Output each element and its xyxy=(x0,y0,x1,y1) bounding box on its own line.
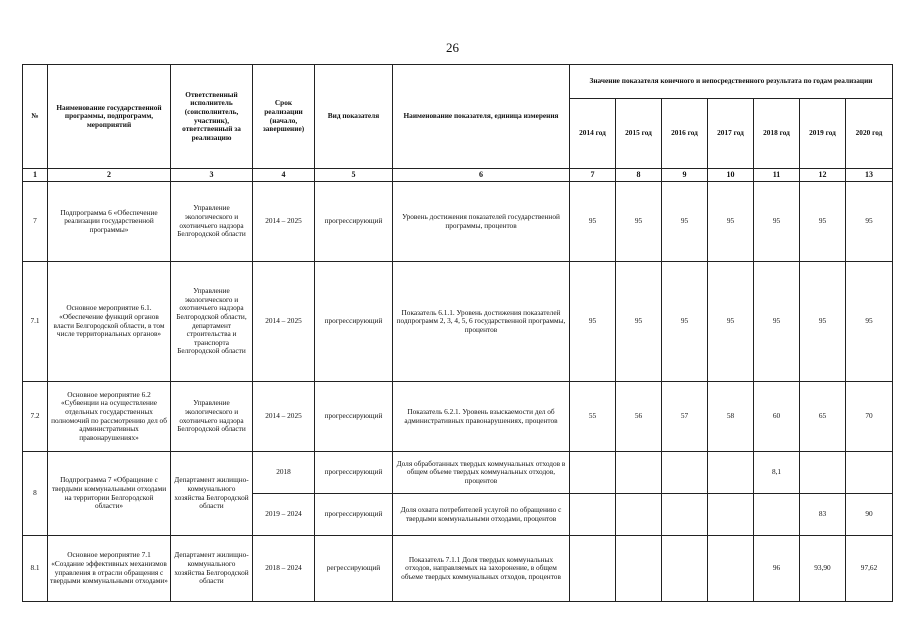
row-value: 95 xyxy=(846,262,893,382)
header-no: № xyxy=(23,65,48,169)
header-year: 2016 год xyxy=(662,99,708,169)
row-no: 8 xyxy=(23,452,48,536)
row-type: прогрессирующий xyxy=(315,182,393,262)
row-value: 95 xyxy=(800,182,846,262)
row-value: 65 xyxy=(800,382,846,452)
row-responsible: Департамент жилищно-коммунального хозяйства Белгородской области xyxy=(171,452,253,536)
header-year: 2019 год xyxy=(800,99,846,169)
row-value: 95 xyxy=(662,182,708,262)
row-indicator: Показатель 7.1.1 Доля твердых коммунальных отходов, направляемых на захоронение, в общем объеме твердых коммунальных отходов, процентов xyxy=(393,536,570,602)
column-number: 11 xyxy=(754,169,800,182)
row-indicator: Уровень достижения показателей государственной программы, процентов xyxy=(393,182,570,262)
header-indicator-type: Вид показателя xyxy=(315,65,393,169)
row-value: 58 xyxy=(708,382,754,452)
table-row xyxy=(23,536,893,602)
header-year: 2017 год xyxy=(708,99,754,169)
row-type: регрессирующий xyxy=(315,536,393,602)
row-period: 2019 – 2024 xyxy=(253,494,315,536)
header-year: 2014 год xyxy=(570,99,616,169)
row-value: 60 xyxy=(754,382,800,452)
row-value xyxy=(708,536,754,602)
row-period: 2014 – 2025 xyxy=(253,262,315,382)
row-period: 2018 xyxy=(253,452,315,494)
row-responsible: Управление экологического и охотничьего надзора Белгородской области xyxy=(171,382,253,452)
row-value xyxy=(800,452,846,494)
row-value: 90 xyxy=(846,494,893,536)
row-value xyxy=(570,494,616,536)
header-year: 2015 год xyxy=(616,99,662,169)
row-no: 7 xyxy=(23,182,48,262)
column-number: 4 xyxy=(253,169,315,182)
column-number: 1 xyxy=(23,169,48,182)
row-value: 95 xyxy=(570,182,616,262)
row-name: Основное мероприятие 6.1. «Обеспечение функций органов власти Белгородской области, в том числе территориальных органов» xyxy=(48,262,171,382)
row-responsible: Департамент жилищно-коммунального хозяйства Белгородской области xyxy=(171,536,253,602)
page-number: 26 xyxy=(446,40,459,55)
row-value: 57 xyxy=(662,382,708,452)
row-value xyxy=(662,494,708,536)
table-row xyxy=(23,382,893,452)
column-number: 12 xyxy=(800,169,846,182)
row-name: Подпрограмма 6 «Обеспечение реализации государственной программы» xyxy=(48,182,171,262)
header-indicator-name: Наименование показателя, единица измерения xyxy=(393,65,570,169)
row-type: прогрессирующий xyxy=(315,452,393,494)
row-value: 95 xyxy=(754,262,800,382)
row-value xyxy=(662,536,708,602)
row-type: прогрессирующий xyxy=(315,382,393,452)
row-value xyxy=(616,494,662,536)
row-value xyxy=(616,536,662,602)
table-row xyxy=(23,452,893,494)
column-number: 13 xyxy=(846,169,893,182)
row-period: 2014 – 2025 xyxy=(253,182,315,262)
row-value: 95 xyxy=(708,262,754,382)
row-value xyxy=(616,452,662,494)
row-value: 8,1 xyxy=(754,452,800,494)
column-number: 6 xyxy=(393,169,570,182)
table-row xyxy=(23,182,893,262)
column-number: 10 xyxy=(708,169,754,182)
row-indicator: Доля охвата потребителей услугой по обращению с твердыми коммунальными отходами, процентов xyxy=(393,494,570,536)
header-program-name: Наименование государственной программы, подпрограмм, мероприятий xyxy=(48,65,171,169)
row-period: 2018 – 2024 xyxy=(253,536,315,602)
row-value: 95 xyxy=(708,182,754,262)
row-value: 95 xyxy=(570,262,616,382)
row-value xyxy=(846,452,893,494)
column-number: 9 xyxy=(662,169,708,182)
row-value: 95 xyxy=(616,262,662,382)
row-value: 56 xyxy=(616,382,662,452)
row-name: Основное мероприятие 6.2 «Субвенции на осуществление отдельных государственных полномочий по рассмотрению дел об административных правонарушениях» xyxy=(48,382,171,452)
row-type: прогрессирующий xyxy=(315,494,393,536)
row-no: 8.1 xyxy=(23,536,48,602)
row-value: 70 xyxy=(846,382,893,452)
row-no: 7.2 xyxy=(23,382,48,452)
row-indicator: Доля обработанных твердых коммунальных отходов в общем объеме твердых коммунальных отходов, процентов xyxy=(393,452,570,494)
row-indicator: Показатель 6.2.1. Уровень взыскаемости дел об административных правонарушениях, процентов xyxy=(393,382,570,452)
row-value: 83 xyxy=(800,494,846,536)
row-value: 97,62 xyxy=(846,536,893,602)
row-responsible: Управление экологического и охотничьего надзора Белгородской области, департамент строительства и транспорта Белгородской области xyxy=(171,262,253,382)
row-value xyxy=(662,452,708,494)
table-row xyxy=(23,262,893,382)
column-number: 2 xyxy=(48,169,171,182)
column-number: 7 xyxy=(570,169,616,182)
row-period: 2014 – 2025 xyxy=(253,382,315,452)
row-value xyxy=(570,536,616,602)
row-value xyxy=(570,452,616,494)
row-value xyxy=(754,494,800,536)
row-value: 96 xyxy=(754,536,800,602)
header-period: Срок реализации (начало, завершение) xyxy=(253,65,315,169)
row-value: 93,90 xyxy=(800,536,846,602)
row-value xyxy=(708,494,754,536)
row-indicator: Показатель 6.1.1. Уровень достижения показателей подпрограмм 2, 3, 4, 5, 6 государственной программы, процентов xyxy=(393,262,570,382)
row-value: 95 xyxy=(846,182,893,262)
row-value: 95 xyxy=(754,182,800,262)
header-responsible: Ответственный исполнитель (соисполнитель, участник), ответственный за реализацию xyxy=(171,65,253,169)
row-no: 7.1 xyxy=(23,262,48,382)
header-year: 2018 год xyxy=(754,99,800,169)
row-value: 95 xyxy=(616,182,662,262)
row-type: прогрессирующий xyxy=(315,262,393,382)
row-value: 95 xyxy=(800,262,846,382)
row-name: Подпрограмма 7 «Обращение с твердыми коммунальными отходами на территории Белгородской области» xyxy=(48,452,171,536)
column-number: 8 xyxy=(616,169,662,182)
indicator-table xyxy=(22,64,893,602)
row-value: 55 xyxy=(570,382,616,452)
row-value xyxy=(708,452,754,494)
row-name: Основное мероприятие 7.1 «Создание эффективных механизмов управления в отрасли обращения с твердыми коммунальными отходами» xyxy=(48,536,171,602)
column-number: 5 xyxy=(315,169,393,182)
header-year: 2020 год xyxy=(846,99,893,169)
column-number: 3 xyxy=(171,169,253,182)
row-value: 95 xyxy=(662,262,708,382)
header-values-group: Значение показателя конечного и непосредственного результата по годам реализации xyxy=(570,65,893,99)
row-responsible: Управление экологического и охотничьего надзора Белгородской области xyxy=(171,182,253,262)
